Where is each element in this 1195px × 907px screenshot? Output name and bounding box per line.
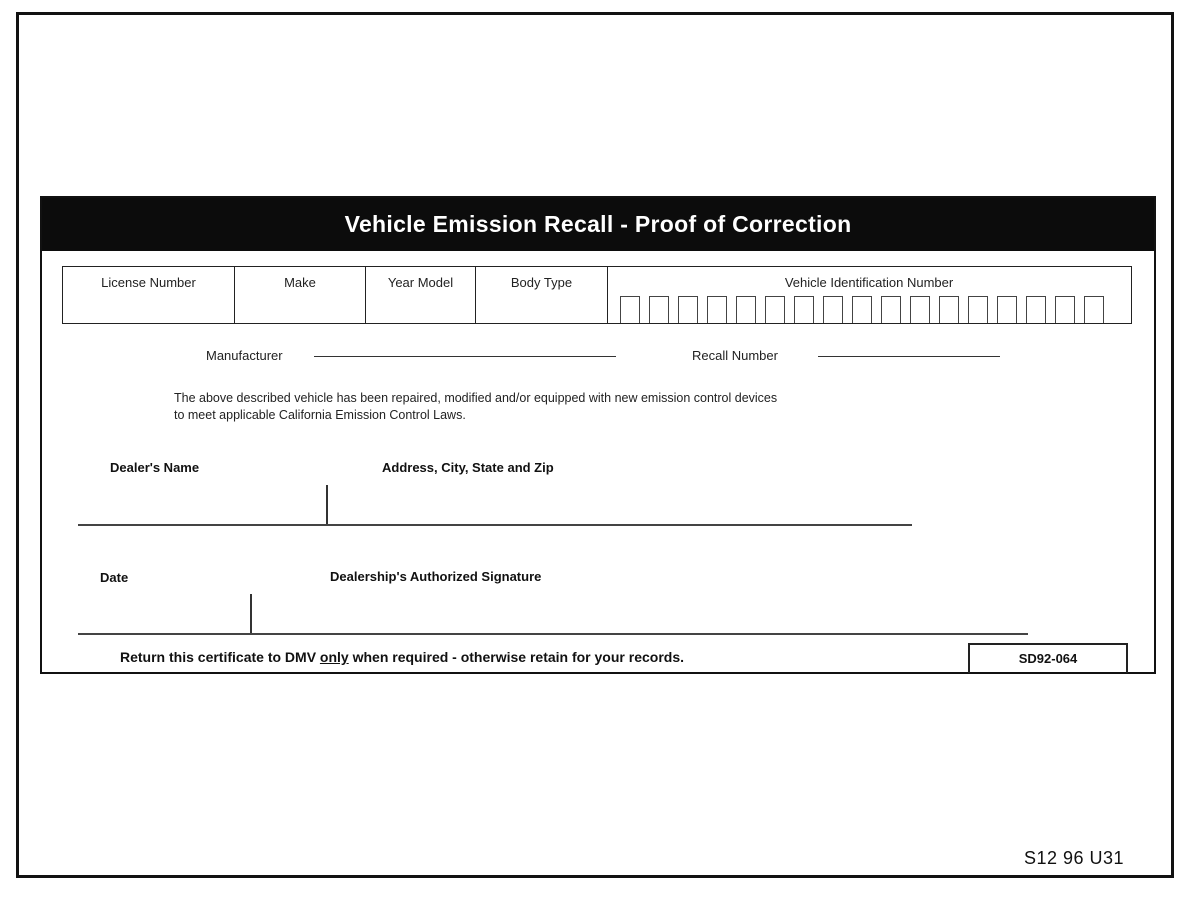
recall-number-field[interactable] <box>818 356 1000 357</box>
vin-box[interactable] <box>794 296 814 323</box>
signature-label: Dealership's Authorized Signature <box>330 569 542 584</box>
return-instructions-emphasis: only <box>319 649 349 665</box>
statement-line-1: The above described vehicle has been repaired, modified and/or equipped with new emission control devices <box>174 391 778 405</box>
body-type-cell[interactable] <box>476 267 608 323</box>
certification-statement <box>174 390 1054 424</box>
figure-identifier: S12 96 U31 <box>1024 848 1125 868</box>
vin-label: Vehicle Identification Number <box>784 275 954 290</box>
vin-box[interactable] <box>1084 296 1104 323</box>
address-label: Address, City, State and Zip <box>382 460 554 475</box>
manufacturer-field[interactable] <box>314 356 616 357</box>
vin-box[interactable] <box>707 296 727 323</box>
date-label: Date <box>100 570 129 585</box>
vin-box[interactable] <box>765 296 785 323</box>
vin-box[interactable] <box>852 296 872 323</box>
statement-line-2: to meet applicable California Emission Control Laws. <box>174 408 466 422</box>
make-label: Make <box>284 275 316 290</box>
vin-box[interactable] <box>1026 296 1046 323</box>
date-signature-field[interactable] <box>78 633 1028 635</box>
year-model-cell[interactable] <box>366 267 476 323</box>
make-cell[interactable] <box>235 267 366 323</box>
return-instructions <box>120 649 684 665</box>
form-title: Vehicle Emission Recall - Proof of Correction <box>42 198 1154 251</box>
manufacturer-label: Manufacturer <box>206 348 283 363</box>
vin-character-boxes <box>620 296 1113 323</box>
vin-box[interactable] <box>881 296 901 323</box>
vin-box[interactable] <box>968 296 988 323</box>
vin-box[interactable] <box>649 296 669 323</box>
vin-box[interactable] <box>823 296 843 323</box>
dealers-name-label: Dealer's Name <box>110 460 200 475</box>
dealer-address-field[interactable] <box>78 524 912 526</box>
vin-box[interactable] <box>620 296 640 323</box>
license-number-cell[interactable] <box>63 267 235 323</box>
vin-box[interactable] <box>736 296 756 323</box>
vin-box[interactable] <box>910 296 930 323</box>
year-model-label: Year Model <box>387 275 454 290</box>
return-instructions-start: Return this certificate to DMV <box>120 649 320 665</box>
recall-number-label: Recall Number <box>692 348 778 363</box>
body-type-label: Body Type <box>510 275 573 290</box>
license-number-label: License Number <box>101 275 196 290</box>
form-number: SD92-064 <box>968 643 1128 673</box>
return-instructions-end: when required - otherwise retain for your records. <box>348 649 684 665</box>
vin-box[interactable] <box>678 296 698 323</box>
proof-of-correction-form <box>40 196 1156 674</box>
vehicle-info-table <box>62 266 1132 324</box>
vin-box[interactable] <box>1055 296 1075 323</box>
dealer-field-divider <box>326 485 328 525</box>
vin-box[interactable] <box>939 296 959 323</box>
vin-cell <box>608 267 1130 323</box>
date-field-divider <box>250 594 252 634</box>
vin-box[interactable] <box>997 296 1017 323</box>
